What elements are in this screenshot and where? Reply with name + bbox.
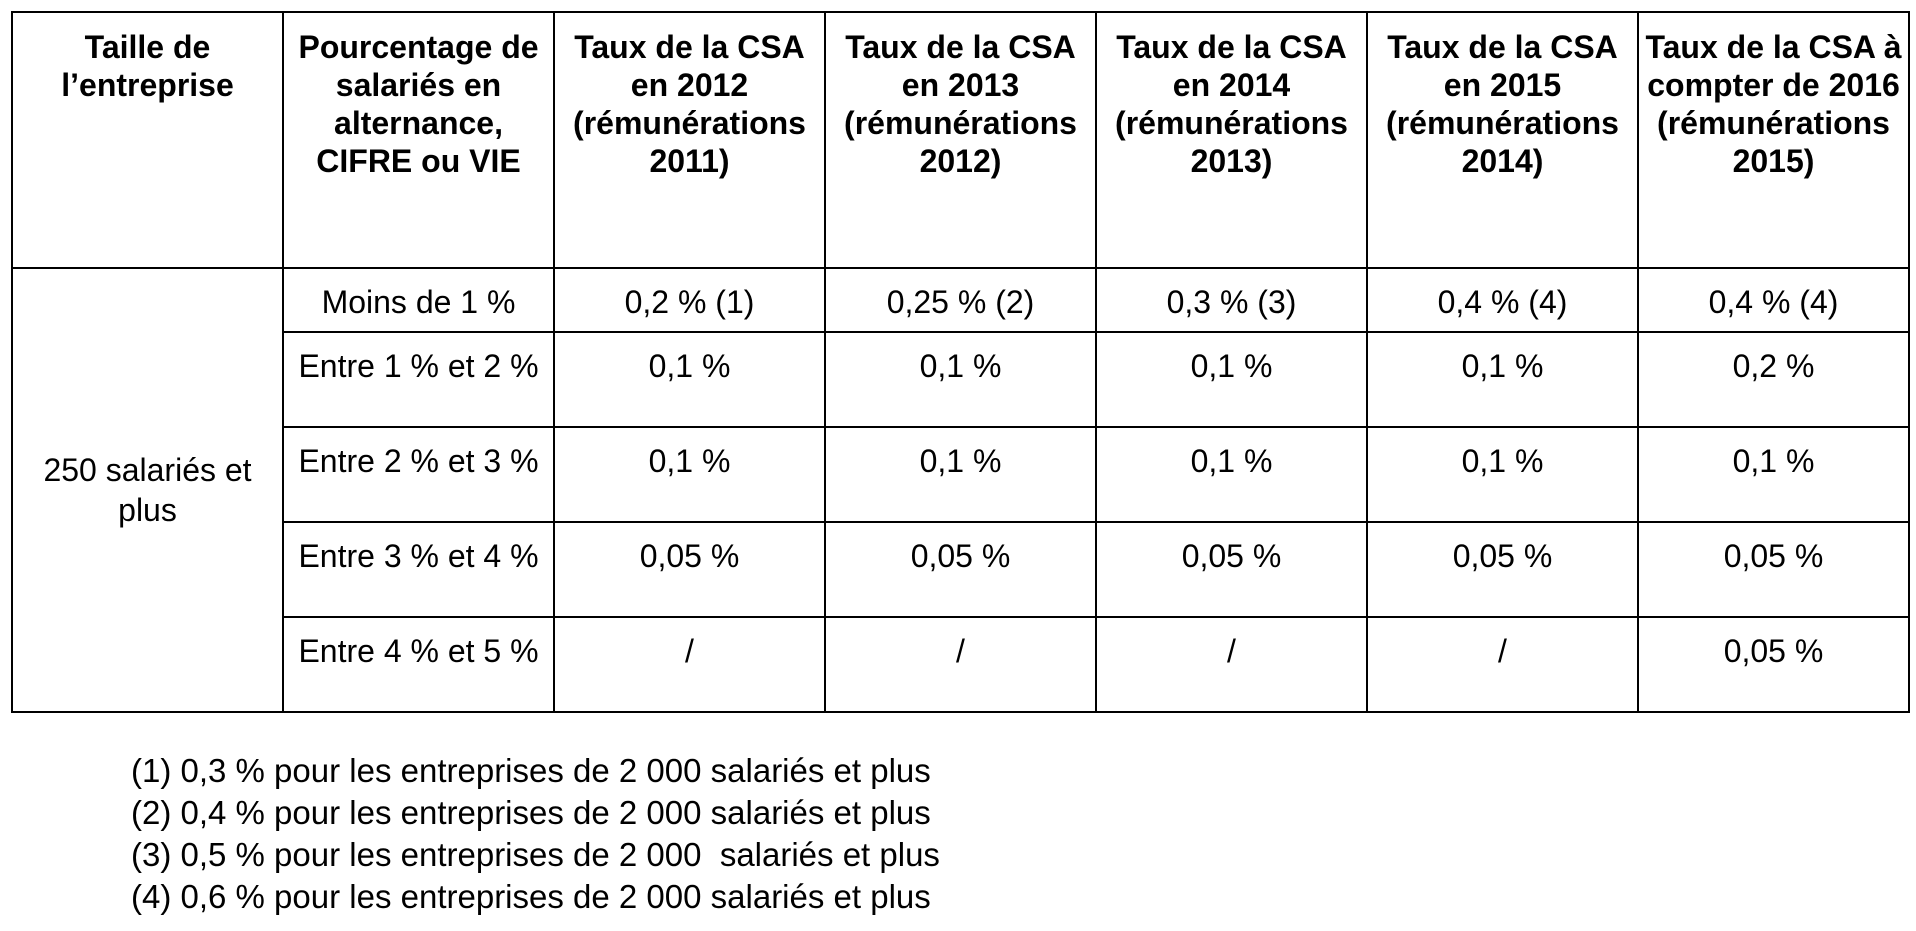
header-row — [12, 12, 1909, 268]
percentage-cell: Entre 2 % et 3 % — [283, 427, 554, 522]
rate-cell: 0,05 % — [1096, 522, 1367, 617]
rate-cell: / — [1096, 617, 1367, 712]
rate-cell: 0,2 % — [1638, 332, 1909, 427]
rate-cell: 0,05 % — [1367, 522, 1638, 617]
rate-cell: 0,1 % — [554, 332, 825, 427]
rate-cell: 0,1 % — [1367, 332, 1638, 427]
header-rate-2012: Taux de la CSA en 2012 (rémunérations 2011) — [554, 12, 825, 268]
table-row — [12, 617, 1909, 712]
rate-cell: 0,1 % — [825, 332, 1096, 427]
rate-cell: 0,1 % — [825, 427, 1096, 522]
header-rate-2013: Taux de la CSA en 2013 (rémunérations 2012) — [825, 12, 1096, 268]
rate-cell: / — [825, 617, 1096, 712]
rate-cell: 0,25 % (2) — [825, 268, 1096, 332]
percentage-cell: Entre 1 % et 2 % — [283, 332, 554, 427]
header-percentage: Pourcentage de salariés en alternance, CIFRE ou VIE — [283, 12, 554, 268]
company-size-cell: 250 salariés et plus — [12, 268, 283, 712]
rate-cell: 0,05 % — [1638, 522, 1909, 617]
footnote-1: (1) 0,3 % pour les entreprises de 2 000 salariés et plus — [131, 752, 931, 789]
table-body — [12, 268, 1909, 712]
rate-cell: 0,1 % — [1367, 427, 1638, 522]
rate-cell: 0,05 % — [825, 522, 1096, 617]
rate-cell: 0,4 % (4) — [1638, 268, 1909, 332]
table-row — [12, 268, 1909, 332]
table-row — [12, 332, 1909, 427]
percentage-cell: Moins de 1 % — [283, 268, 554, 332]
percentage-cell: Entre 4 % et 5 % — [283, 617, 554, 712]
rate-cell: 0,05 % — [1638, 617, 1909, 712]
rate-cell: 0,3 % (3) — [1096, 268, 1367, 332]
footnotes — [131, 750, 940, 918]
header-rate-2014: Taux de la CSA en 2014 (rémunérations 2013) — [1096, 12, 1367, 268]
footnote-4: (4) 0,6 % pour les entreprises de 2 000 salariés et plus — [131, 878, 931, 915]
csa-rates-table — [11, 11, 1910, 713]
header-company-size: Taille de l’entreprise — [12, 12, 283, 268]
rate-cell: 0,1 % — [1096, 332, 1367, 427]
rate-cell: 0,05 % — [554, 522, 825, 617]
table-header — [12, 12, 1909, 268]
rate-cell: 0,1 % — [1638, 427, 1909, 522]
rate-cell: 0,4 % (4) — [1367, 268, 1638, 332]
percentage-cell: Entre 3 % et 4 % — [283, 522, 554, 617]
header-rate-2016: Taux de la CSA à compter de 2016 (rémunérations 2015) — [1638, 12, 1909, 268]
table-row — [12, 522, 1909, 617]
footnote-3: (3) 0,5 % pour les entreprises de 2 000 salariés et plus — [131, 836, 940, 873]
table-row — [12, 427, 1909, 522]
rate-cell: 0,1 % — [554, 427, 825, 522]
header-rate-2015: Taux de la CSA en 2015 (rémunérations 2014) — [1367, 12, 1638, 268]
footnote-2: (2) 0,4 % pour les entreprises de 2 000 salariés et plus — [131, 794, 931, 831]
rate-cell: / — [1367, 617, 1638, 712]
rate-cell: 0,1 % — [1096, 427, 1367, 522]
rate-cell: / — [554, 617, 825, 712]
rate-cell: 0,2 % (1) — [554, 268, 825, 332]
